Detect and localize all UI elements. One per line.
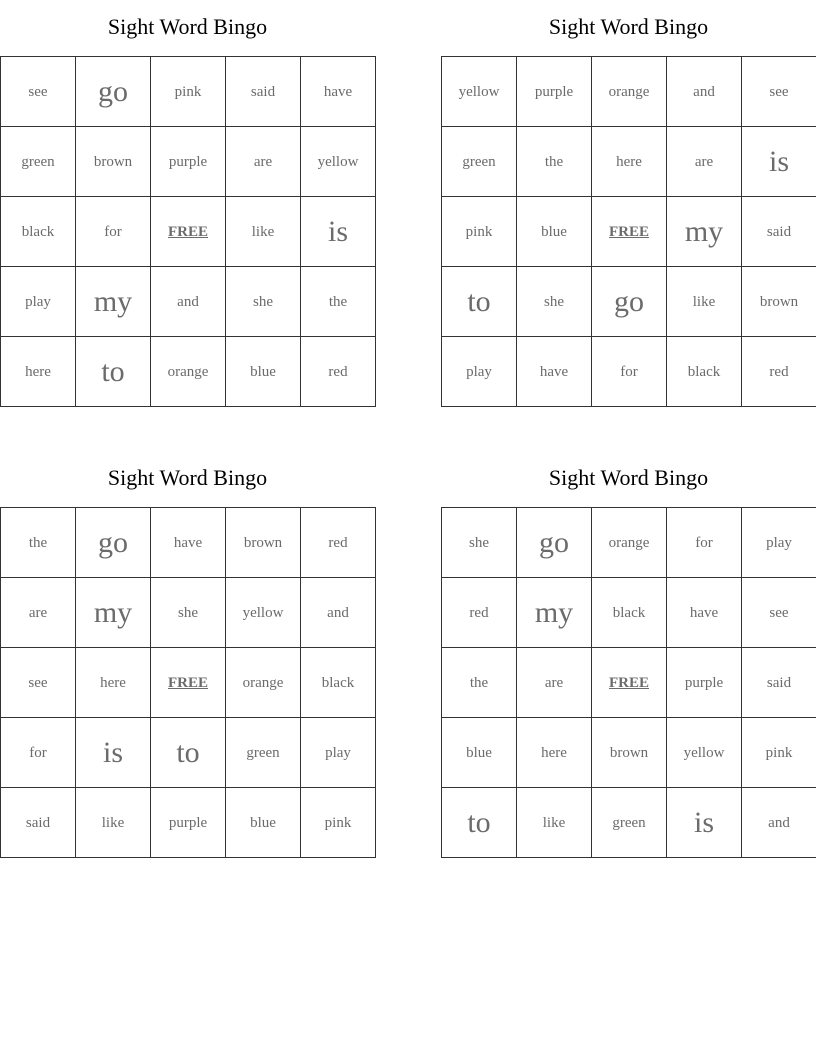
- grid-cell: go: [76, 508, 151, 578]
- grid-cell: have: [517, 337, 592, 407]
- bingo-grid: [441, 56, 816, 407]
- grid-cell: she: [517, 267, 592, 337]
- grid-cell: black: [592, 578, 667, 648]
- grid-row: [442, 267, 816, 337]
- grid-cell: for: [667, 508, 742, 578]
- grid-cell: said: [742, 648, 816, 718]
- grid-row: [1, 127, 376, 197]
- grid-cell: black: [1, 197, 76, 267]
- grid-cell: green: [442, 127, 517, 197]
- grid-cell: is: [301, 197, 376, 267]
- grid-cell: purple: [667, 648, 742, 718]
- grid-cell: see: [1, 648, 76, 718]
- grid-cell: go: [517, 508, 592, 578]
- grid-cell: green: [226, 718, 301, 788]
- bingo-grid: [441, 507, 816, 858]
- grid-cell: pink: [742, 718, 816, 788]
- grid-cell: pink: [442, 197, 517, 267]
- grid-cell: for: [592, 337, 667, 407]
- grid-row: [442, 197, 816, 267]
- card-title: Sight Word Bingo: [107, 14, 268, 39]
- grid-row: [442, 578, 816, 648]
- grid-cell: yellow: [442, 57, 517, 127]
- grid-cell: purple: [151, 788, 226, 858]
- grid-cell: red: [442, 578, 517, 648]
- grid-cell: my: [76, 578, 151, 648]
- grid-row: [1, 337, 376, 407]
- grid-cell: red: [742, 337, 816, 407]
- grid-row: [1, 57, 376, 127]
- grid-cell: blue: [517, 197, 592, 267]
- grid-row: [442, 127, 816, 197]
- grid-cell: brown: [592, 718, 667, 788]
- grid-cell: like: [226, 197, 301, 267]
- grid-cell: purple: [151, 127, 226, 197]
- grid-cell: black: [667, 337, 742, 407]
- grid-cell: are: [1, 578, 76, 648]
- grid-cell: she: [226, 267, 301, 337]
- grid-cell: play: [742, 508, 816, 578]
- grid-cell: red: [301, 508, 376, 578]
- grid-cell: green: [592, 788, 667, 858]
- grid-cell: are: [517, 648, 592, 718]
- free-space-cell: FREE: [592, 197, 667, 267]
- grid-cell: blue: [442, 718, 517, 788]
- grid-cell: have: [151, 508, 226, 578]
- free-space-cell: FREE: [151, 197, 226, 267]
- grid-cell: yellow: [301, 127, 376, 197]
- grid-cell: to: [76, 337, 151, 407]
- grid-cell: she: [442, 508, 517, 578]
- grid-cell: red: [301, 337, 376, 407]
- grid-cell: here: [1, 337, 76, 407]
- grid-cell: orange: [592, 508, 667, 578]
- grid-cell: brown: [76, 127, 151, 197]
- grid-row: [1, 578, 376, 648]
- grid-cell: like: [517, 788, 592, 858]
- grid-cell: my: [76, 267, 151, 337]
- grid-cell: and: [742, 788, 816, 858]
- grid-row: [442, 648, 816, 718]
- grid-cell: and: [151, 267, 226, 337]
- grid-cell: pink: [151, 57, 226, 127]
- grid-cell: orange: [151, 337, 226, 407]
- grid-cell: are: [667, 127, 742, 197]
- grid-cell: play: [442, 337, 517, 407]
- grid-cell: to: [442, 267, 517, 337]
- grid-cell: see: [742, 57, 816, 127]
- grid-row: [1, 788, 376, 858]
- grid-cell: blue: [226, 788, 301, 858]
- grid-cell: said: [1, 788, 76, 858]
- grid-cell: here: [76, 648, 151, 718]
- grid-cell: my: [517, 578, 592, 648]
- grid-cell: yellow: [226, 578, 301, 648]
- grid-cell: pink: [301, 788, 376, 858]
- grid-cell: for: [76, 197, 151, 267]
- grid-cell: my: [667, 197, 742, 267]
- grid-row: [442, 788, 816, 858]
- grid-cell: purple: [517, 57, 592, 127]
- grid-row: [442, 337, 816, 407]
- grid-cell: the: [442, 648, 517, 718]
- grid-cell: go: [76, 57, 151, 127]
- grid-row: [442, 508, 816, 578]
- grid-row: [1, 267, 376, 337]
- free-space-cell: FREE: [151, 648, 226, 718]
- grid-cell: are: [226, 127, 301, 197]
- grid-cell: is: [742, 127, 816, 197]
- grid-cell: orange: [226, 648, 301, 718]
- card-title: Sight Word Bingo: [548, 465, 709, 490]
- grid-cell: is: [667, 788, 742, 858]
- grid-cell: said: [742, 197, 816, 267]
- grid-row: [1, 508, 376, 578]
- card-title: Sight Word Bingo: [548, 14, 709, 39]
- grid-cell: and: [667, 57, 742, 127]
- grid-cell: the: [517, 127, 592, 197]
- free-space-cell: FREE: [592, 648, 667, 718]
- grid-cell: brown: [226, 508, 301, 578]
- grid-cell: like: [76, 788, 151, 858]
- grid-row: [1, 718, 376, 788]
- grid-cell: have: [301, 57, 376, 127]
- grid-cell: like: [667, 267, 742, 337]
- grid-cell: said: [226, 57, 301, 127]
- grid-row: [1, 648, 376, 718]
- grid-cell: play: [1, 267, 76, 337]
- card-title: Sight Word Bingo: [107, 465, 268, 490]
- grid-cell: see: [1, 57, 76, 127]
- grid-cell: to: [442, 788, 517, 858]
- grid-cell: go: [592, 267, 667, 337]
- grid-cell: the: [1, 508, 76, 578]
- grid-cell: here: [517, 718, 592, 788]
- grid-cell: for: [1, 718, 76, 788]
- grid-cell: to: [151, 718, 226, 788]
- grid-cell: play: [301, 718, 376, 788]
- grid-cell: here: [592, 127, 667, 197]
- grid-cell: brown: [742, 267, 816, 337]
- grid-cell: blue: [226, 337, 301, 407]
- bingo-grid: [0, 56, 376, 407]
- grid-cell: and: [301, 578, 376, 648]
- grid-cell: see: [742, 578, 816, 648]
- grid-row: [442, 57, 816, 127]
- grid-cell: she: [151, 578, 226, 648]
- grid-cell: yellow: [667, 718, 742, 788]
- grid-cell: orange: [592, 57, 667, 127]
- grid-cell: black: [301, 648, 376, 718]
- grid-row: [442, 718, 816, 788]
- grid-cell: is: [76, 718, 151, 788]
- grid-cell: green: [1, 127, 76, 197]
- bingo-grid: [0, 507, 376, 858]
- grid-cell: the: [301, 267, 376, 337]
- grid-row: [1, 197, 376, 267]
- grid-cell: have: [667, 578, 742, 648]
